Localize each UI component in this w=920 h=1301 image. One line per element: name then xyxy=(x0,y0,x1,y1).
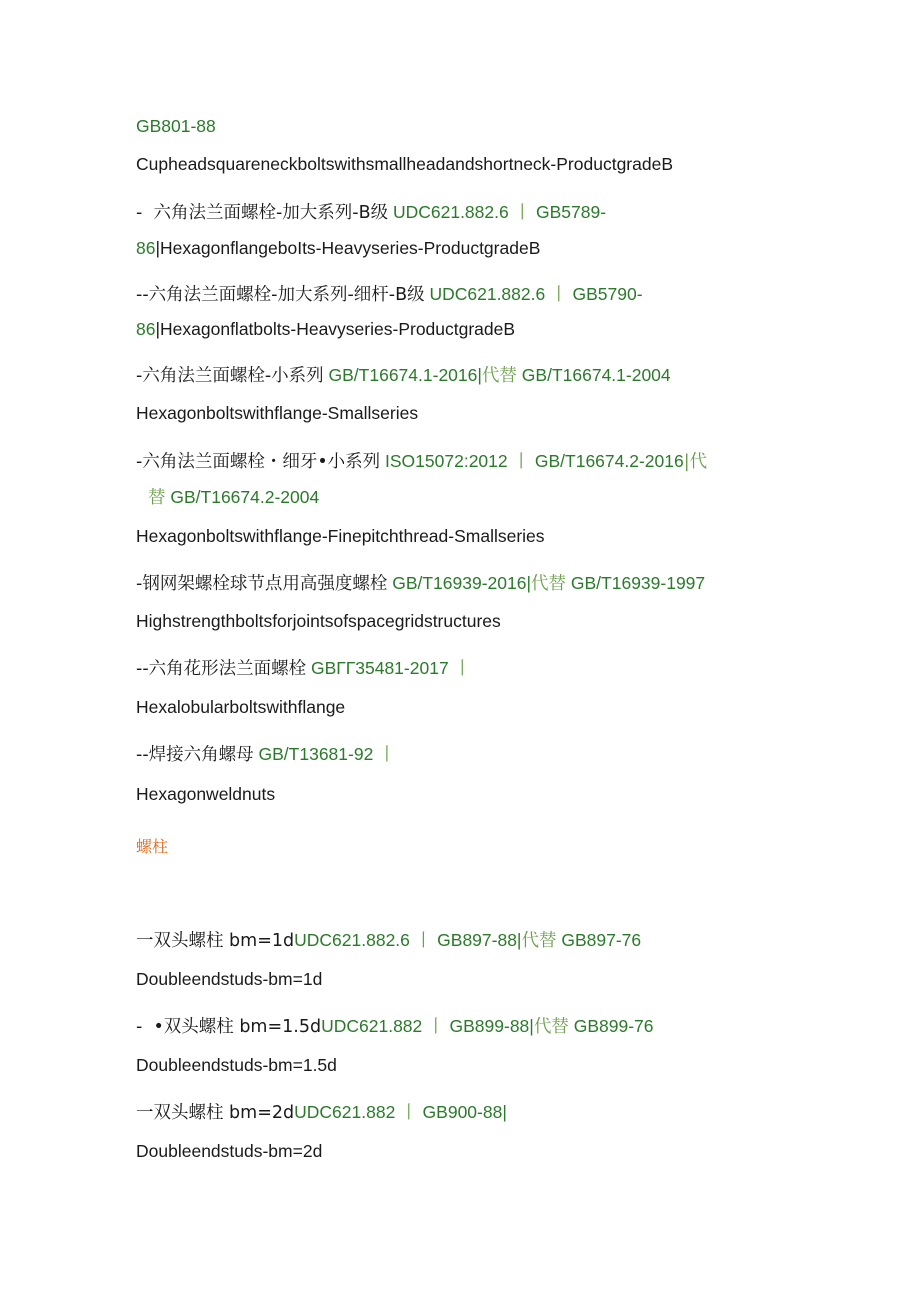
english-title-flange-fine-small: Hexagonboltswithflange-Finepitchthread-Smallseries xyxy=(136,526,545,546)
standard-code-gb801: GB801-88 xyxy=(136,116,216,136)
entry-hexagon-flange-fine-small: -六角法兰面螺栓・细牙•小系列 ISO15072:2012 丨 GB/T16674.2-2016|代 xyxy=(136,451,708,472)
entry-hexagon-flange-heavy-thin: --六角法兰面螺栓-加大系列-细杆-B级 UDC621.882.6 丨 GB5790- xyxy=(136,284,643,305)
entry-space-grid-bolts: -钢网架螺栓球节点用高强度螺栓 GB/T16939-2016|代替 GB/T16939-1997 xyxy=(136,573,706,594)
english-title-weld-nuts: Hexagonweldnuts xyxy=(136,784,276,804)
english-title-space-grid: Highstrengthboltsforjointsofspacegridstructures xyxy=(136,611,501,631)
entry-hexagon-flange-small: -六角法兰面螺栓-小系列 GB/T16674.1-2016|代替 GB/T16674.1-2004 xyxy=(136,365,671,386)
entry-hexagon-flange-heavy-en: 86|HexagonflangeboIts-Heavyseries-ProductgradeB xyxy=(136,238,541,258)
english-title-hexalobular: Hexalobularboltswithflange xyxy=(136,697,346,717)
entry-hexalobular-flange: --六角花形法兰面螺栓 GBГГ35481-2017 丨 xyxy=(136,658,472,679)
entry-hexagon-flange-heavy: - 六角法兰面螺栓-加大系列-B级 UDC621.882.6 丨 GB5789- xyxy=(136,202,607,223)
english-title-cuphead-bolts: Cupheadsquareneckboltswithsmallheadandshortneck-ProductgradeB xyxy=(136,154,673,174)
english-title-studs-1-5d: Doubleendstuds-bm=1.5d xyxy=(136,1055,337,1075)
entry-double-end-studs-2d: 一双头螺柱 bm=2dUDC621.882 丨 GB900-88| xyxy=(136,1102,507,1123)
entry-double-end-studs-1-5d: - •双头螺柱 bm=1.5dUDC621.882 丨 GB899-88|代替 GB899-76 xyxy=(136,1016,654,1037)
english-title-studs-1d: Doubleendstuds-bm=1d xyxy=(136,969,323,989)
entry-weld-nuts: --焊接六角螺母 GB/T13681-92 丨 xyxy=(136,744,396,765)
entry-double-end-studs-1d: 一双头螺柱 bm=1dUDC621.882.6 丨 GB897-88|代替 GB897-76 xyxy=(136,930,642,951)
english-title-flange-small: Hexagonboltswithflange-Smallseries xyxy=(136,403,419,423)
entry-hexagon-flat-heavy-en: 86|Hexagonflatbolts-Heavyseries-ProductgradeB xyxy=(136,319,516,339)
entry-hexagon-flange-fine-small-cont: 替 GB/T16674.2-2004 xyxy=(148,487,320,508)
section-heading-studs: 螺柱 xyxy=(136,837,169,856)
english-title-studs-2d: Doubleendstuds-bm=2d xyxy=(136,1141,323,1161)
